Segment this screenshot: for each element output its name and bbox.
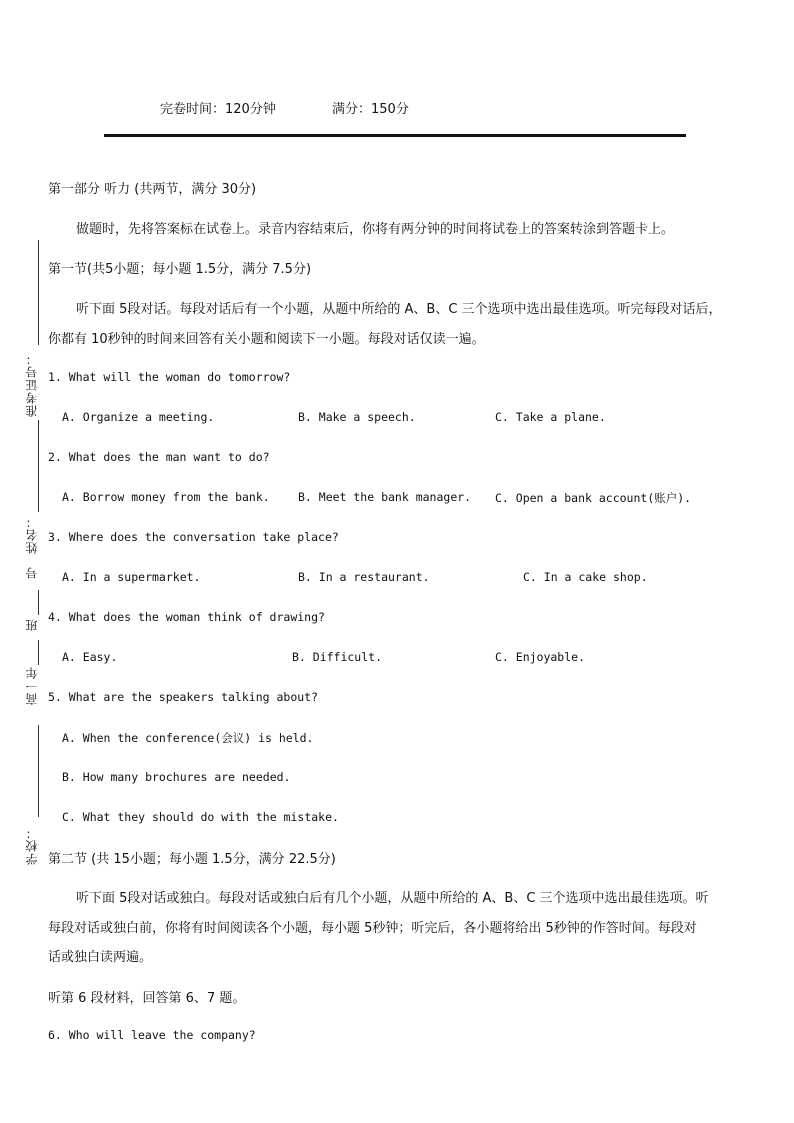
- section1-instruction-line1: 听下面 5段对话。每段对话后有一个小题，从题中所给的 A、B、C 三个选项中选出最佳选项。听完每段对话后，: [76, 302, 722, 317]
- q5-option-b: B. How many brochures are needed.: [62, 770, 291, 784]
- q3-option-b: B. In a restaurant.: [298, 570, 430, 584]
- margin-line-1: [38, 240, 39, 345]
- q4-option-b: B. Difficult.: [292, 650, 383, 664]
- margin-class-label: 班: [25, 618, 39, 631]
- question-5: 5. What are the speakers talking about?: [48, 690, 319, 704]
- margin-line-5: [38, 725, 39, 817]
- header-rule: [104, 134, 686, 137]
- passage6-title: 听第 6 段材料，回答第 6、7 题。: [48, 991, 246, 1006]
- section2-instruction-line2: 每段对话或独白前，你将有时间阅读各个小题，每小题 5秒钟；听完后，各小题将给出 5秒钟的作答时间。每段对: [48, 921, 697, 936]
- margin-school-label: 学校：: [25, 826, 39, 865]
- q5-option-c: C. What they should do with the mistake.: [62, 810, 339, 824]
- q1-option-a: A. Organize a meeting.: [62, 410, 215, 424]
- q3-option-a: A. In a supermarket.: [62, 570, 201, 584]
- margin-exam-number-label: 准考证号：: [25, 352, 39, 417]
- margin-line-2: [38, 420, 39, 512]
- full-score: 满分：150分: [332, 102, 409, 117]
- part1-instruction: 做题时，先将答案标在试卷上。录音内容结束后，你将有两分钟的时间将试卷上的答案转涂到答题卡上。: [76, 222, 675, 237]
- margin-grade-label: 高一年: [25, 666, 39, 705]
- margin-line-3: [38, 590, 39, 615]
- margin-line-4: [38, 640, 39, 665]
- section2-title: 第二节 (共 15小题；每小题 1.5分，满分 22.5分): [48, 852, 336, 867]
- section2-instruction-line1: 听下面 5段对话或独白。每段对话或独白后有几个小题，从题中所给的 A、B、C 三个选项中选出最佳选项。听: [76, 891, 709, 906]
- margin-name-label: 姓名：: [25, 515, 39, 554]
- section2-instruction-line3: 话或独白读两遍。: [48, 950, 153, 965]
- question-1: 1. What will the woman do tomorrow?: [48, 370, 291, 384]
- exam-time: 完卷时间：120分钟: [160, 102, 276, 117]
- q3-option-c: C. In a cake shop.: [523, 570, 648, 584]
- q2-option-b: B. Meet the bank manager.: [298, 490, 472, 504]
- question-3: 3. Where does the conversation take place?: [48, 530, 339, 544]
- q1-option-c: C. Take a plane.: [495, 410, 606, 424]
- section1-title: 第一节(共5小题；每小题 1.5分，满分 7.5分): [48, 262, 312, 277]
- part1-title: 第一部分 听力 (共两节，满分 30分): [48, 182, 257, 197]
- margin-seat-label: 号: [25, 566, 39, 579]
- q4-option-a: A. Easy.: [62, 650, 118, 664]
- q2-option-c: C. Open a bank account(账户).: [495, 491, 692, 505]
- q4-option-c: C. Enjoyable.: [495, 650, 586, 664]
- question-4: 4. What does the woman think of drawing?: [48, 610, 325, 624]
- q2-option-a: A. Borrow money from the bank.: [62, 490, 270, 504]
- q1-option-b: B. Make a speech.: [298, 410, 416, 424]
- q5-option-a: A. When the conference(会议) is held.: [62, 731, 314, 745]
- question-6: 6. Who will leave the company?: [48, 1028, 256, 1042]
- section1-instruction-line2: 你都有 10秒钟的时间来回答有关小题和阅读下一小题。每段对话仅读一遍。: [48, 332, 485, 347]
- question-2: 2. What does the man want to do?: [48, 450, 270, 464]
